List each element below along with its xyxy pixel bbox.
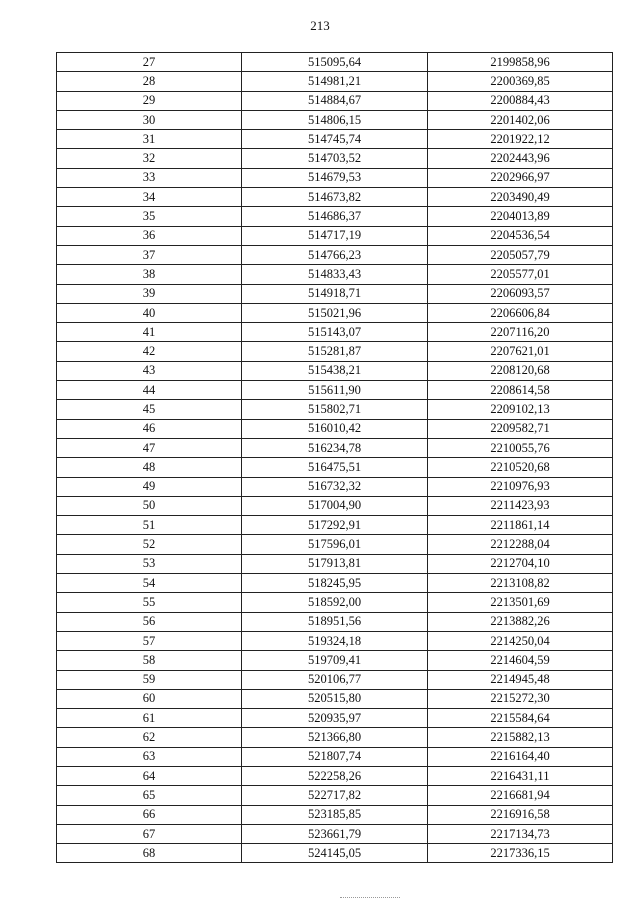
x-coordinate-cell: 514806,15 (242, 110, 428, 129)
y-coordinate-cell: 2199858,96 (428, 53, 613, 72)
table-row (57, 438, 613, 457)
table-row (57, 554, 613, 573)
coordinates-table-container (56, 52, 612, 863)
x-coordinate-cell: 517004,90 (242, 496, 428, 515)
y-coordinate-cell: 2210055,76 (428, 438, 613, 457)
point-number-cell: 46 (57, 419, 242, 438)
y-coordinate-cell: 2215272,30 (428, 689, 613, 708)
table-row (57, 574, 613, 593)
point-number-cell: 43 (57, 361, 242, 380)
y-coordinate-cell: 2207116,20 (428, 323, 613, 342)
table-row (57, 207, 613, 226)
point-number-cell: 37 (57, 245, 242, 264)
y-coordinate-cell: 2216431,11 (428, 766, 613, 785)
x-coordinate-cell: 514679,53 (242, 168, 428, 187)
page-number: 213 (310, 18, 330, 33)
y-coordinate-cell: 2204013,89 (428, 207, 613, 226)
y-coordinate-cell: 2204536,54 (428, 226, 613, 245)
y-coordinate-cell: 2215882,13 (428, 728, 613, 747)
point-number-cell: 60 (57, 689, 242, 708)
x-coordinate-cell: 515802,71 (242, 400, 428, 419)
x-coordinate-cell: 517913,81 (242, 554, 428, 573)
point-number-cell: 38 (57, 265, 242, 284)
x-coordinate-cell: 516732,32 (242, 477, 428, 496)
table-row (57, 130, 613, 149)
x-coordinate-cell: 516475,51 (242, 458, 428, 477)
point-number-cell: 58 (57, 651, 242, 670)
y-coordinate-cell: 2201402,06 (428, 110, 613, 129)
point-number-cell: 44 (57, 381, 242, 400)
y-coordinate-cell: 2205577,01 (428, 265, 613, 284)
x-coordinate-cell: 514918,71 (242, 284, 428, 303)
table-row (57, 226, 613, 245)
y-coordinate-cell: 2200369,85 (428, 72, 613, 91)
y-coordinate-cell: 2216164,40 (428, 747, 613, 766)
x-coordinate-cell: 518245,95 (242, 574, 428, 593)
point-number-cell: 57 (57, 631, 242, 650)
x-coordinate-cell: 521807,74 (242, 747, 428, 766)
y-coordinate-cell: 2210976,93 (428, 477, 613, 496)
x-coordinate-cell: 520106,77 (242, 670, 428, 689)
x-coordinate-cell: 516010,42 (242, 419, 428, 438)
x-coordinate-cell: 514717,19 (242, 226, 428, 245)
x-coordinate-cell: 515281,87 (242, 342, 428, 361)
point-number-cell: 64 (57, 766, 242, 785)
x-coordinate-cell: 523185,85 (242, 805, 428, 824)
y-coordinate-cell: 2214945,48 (428, 670, 613, 689)
point-number-cell: 33 (57, 168, 242, 187)
point-number-cell: 49 (57, 477, 242, 496)
y-coordinate-cell: 2211861,14 (428, 516, 613, 535)
y-coordinate-cell: 2202443,96 (428, 149, 613, 168)
table-row (57, 651, 613, 670)
table-row (57, 728, 613, 747)
table-row (57, 323, 613, 342)
point-number-cell: 48 (57, 458, 242, 477)
point-number-cell: 52 (57, 535, 242, 554)
y-coordinate-cell: 2206606,84 (428, 303, 613, 322)
point-number-cell: 34 (57, 188, 242, 207)
x-coordinate-cell: 518592,00 (242, 593, 428, 612)
y-coordinate-cell: 2217336,15 (428, 844, 613, 863)
y-coordinate-cell: 2213501,69 (428, 593, 613, 612)
point-number-cell: 62 (57, 728, 242, 747)
coordinates-table (56, 52, 613, 863)
table-row (57, 535, 613, 554)
y-coordinate-cell: 2213108,82 (428, 574, 613, 593)
y-coordinate-cell: 2202966,97 (428, 168, 613, 187)
table-row (57, 631, 613, 650)
point-number-cell: 30 (57, 110, 242, 129)
point-number-cell: 32 (57, 149, 242, 168)
x-coordinate-cell: 515143,07 (242, 323, 428, 342)
point-number-cell: 67 (57, 824, 242, 843)
footer-mark (340, 897, 400, 899)
table-row (57, 747, 613, 766)
table-row (57, 188, 613, 207)
y-coordinate-cell: 2208120,68 (428, 361, 613, 380)
table-row (57, 303, 613, 322)
y-coordinate-cell: 2210520,68 (428, 458, 613, 477)
x-coordinate-cell: 518951,56 (242, 612, 428, 631)
table-row (57, 670, 613, 689)
point-number-cell: 56 (57, 612, 242, 631)
point-number-cell: 66 (57, 805, 242, 824)
table-row (57, 824, 613, 843)
x-coordinate-cell: 515438,21 (242, 361, 428, 380)
y-coordinate-cell: 2208614,58 (428, 381, 613, 400)
x-coordinate-cell: 523661,79 (242, 824, 428, 843)
point-number-cell: 27 (57, 53, 242, 72)
table-row (57, 593, 613, 612)
table-row (57, 361, 613, 380)
x-coordinate-cell: 517596,01 (242, 535, 428, 554)
y-coordinate-cell: 2213882,26 (428, 612, 613, 631)
x-coordinate-cell: 514981,21 (242, 72, 428, 91)
table-row (57, 516, 613, 535)
y-coordinate-cell: 2205057,79 (428, 245, 613, 264)
table-row (57, 265, 613, 284)
point-number-cell: 40 (57, 303, 242, 322)
table-row (57, 400, 613, 419)
y-coordinate-cell: 2211423,93 (428, 496, 613, 515)
y-coordinate-cell: 2206093,57 (428, 284, 613, 303)
y-coordinate-cell: 2214250,04 (428, 631, 613, 650)
table-row (57, 342, 613, 361)
table-row (57, 110, 613, 129)
point-number-cell: 53 (57, 554, 242, 573)
x-coordinate-cell: 515611,90 (242, 381, 428, 400)
x-coordinate-cell: 520515,80 (242, 689, 428, 708)
x-coordinate-cell: 514686,37 (242, 207, 428, 226)
point-number-cell: 36 (57, 226, 242, 245)
x-coordinate-cell: 519709,41 (242, 651, 428, 670)
point-number-cell: 54 (57, 574, 242, 593)
y-coordinate-cell: 2209582,71 (428, 419, 613, 438)
table-row (57, 689, 613, 708)
y-coordinate-cell: 2209102,13 (428, 400, 613, 419)
table-row (57, 805, 613, 824)
y-coordinate-cell: 2212288,04 (428, 535, 613, 554)
table-row (57, 168, 613, 187)
table-row (57, 477, 613, 496)
y-coordinate-cell: 2216681,94 (428, 786, 613, 805)
table-row (57, 709, 613, 728)
coordinates-table-body (57, 53, 613, 863)
x-coordinate-cell: 521366,80 (242, 728, 428, 747)
x-coordinate-cell: 520935,97 (242, 709, 428, 728)
table-row (57, 381, 613, 400)
y-coordinate-cell: 2201922,12 (428, 130, 613, 149)
point-number-cell: 59 (57, 670, 242, 689)
y-coordinate-cell: 2212704,10 (428, 554, 613, 573)
x-coordinate-cell: 514833,43 (242, 265, 428, 284)
x-coordinate-cell: 519324,18 (242, 631, 428, 650)
table-row (57, 496, 613, 515)
table-row (57, 72, 613, 91)
point-number-cell: 47 (57, 438, 242, 457)
point-number-cell: 29 (57, 91, 242, 110)
y-coordinate-cell: 2214604,59 (428, 651, 613, 670)
point-number-cell: 31 (57, 130, 242, 149)
table-row (57, 844, 613, 863)
table-row (57, 458, 613, 477)
y-coordinate-cell: 2200884,43 (428, 91, 613, 110)
x-coordinate-cell: 515021,96 (242, 303, 428, 322)
point-number-cell: 68 (57, 844, 242, 863)
table-row (57, 786, 613, 805)
x-coordinate-cell: 514884,67 (242, 91, 428, 110)
x-coordinate-cell: 516234,78 (242, 438, 428, 457)
x-coordinate-cell: 515095,64 (242, 53, 428, 72)
x-coordinate-cell: 514745,74 (242, 130, 428, 149)
table-row (57, 245, 613, 264)
table-row (57, 612, 613, 631)
table-row (57, 53, 613, 72)
table-row (57, 149, 613, 168)
table-row (57, 284, 613, 303)
y-coordinate-cell: 2207621,01 (428, 342, 613, 361)
point-number-cell: 41 (57, 323, 242, 342)
table-row (57, 91, 613, 110)
point-number-cell: 35 (57, 207, 242, 226)
table-row (57, 419, 613, 438)
x-coordinate-cell: 514703,52 (242, 149, 428, 168)
x-coordinate-cell: 522258,26 (242, 766, 428, 785)
point-number-cell: 65 (57, 786, 242, 805)
point-number-cell: 28 (57, 72, 242, 91)
x-coordinate-cell: 514673,82 (242, 188, 428, 207)
point-number-cell: 55 (57, 593, 242, 612)
y-coordinate-cell: 2217134,73 (428, 824, 613, 843)
point-number-cell: 51 (57, 516, 242, 535)
x-coordinate-cell: 514766,23 (242, 245, 428, 264)
y-coordinate-cell: 2216916,58 (428, 805, 613, 824)
point-number-cell: 45 (57, 400, 242, 419)
y-coordinate-cell: 2203490,49 (428, 188, 613, 207)
table-row (57, 766, 613, 785)
x-coordinate-cell: 524145,05 (242, 844, 428, 863)
point-number-cell: 63 (57, 747, 242, 766)
x-coordinate-cell: 517292,91 (242, 516, 428, 535)
point-number-cell: 50 (57, 496, 242, 515)
point-number-cell: 42 (57, 342, 242, 361)
point-number-cell: 39 (57, 284, 242, 303)
y-coordinate-cell: 2215584,64 (428, 709, 613, 728)
x-coordinate-cell: 522717,82 (242, 786, 428, 805)
point-number-cell: 61 (57, 709, 242, 728)
